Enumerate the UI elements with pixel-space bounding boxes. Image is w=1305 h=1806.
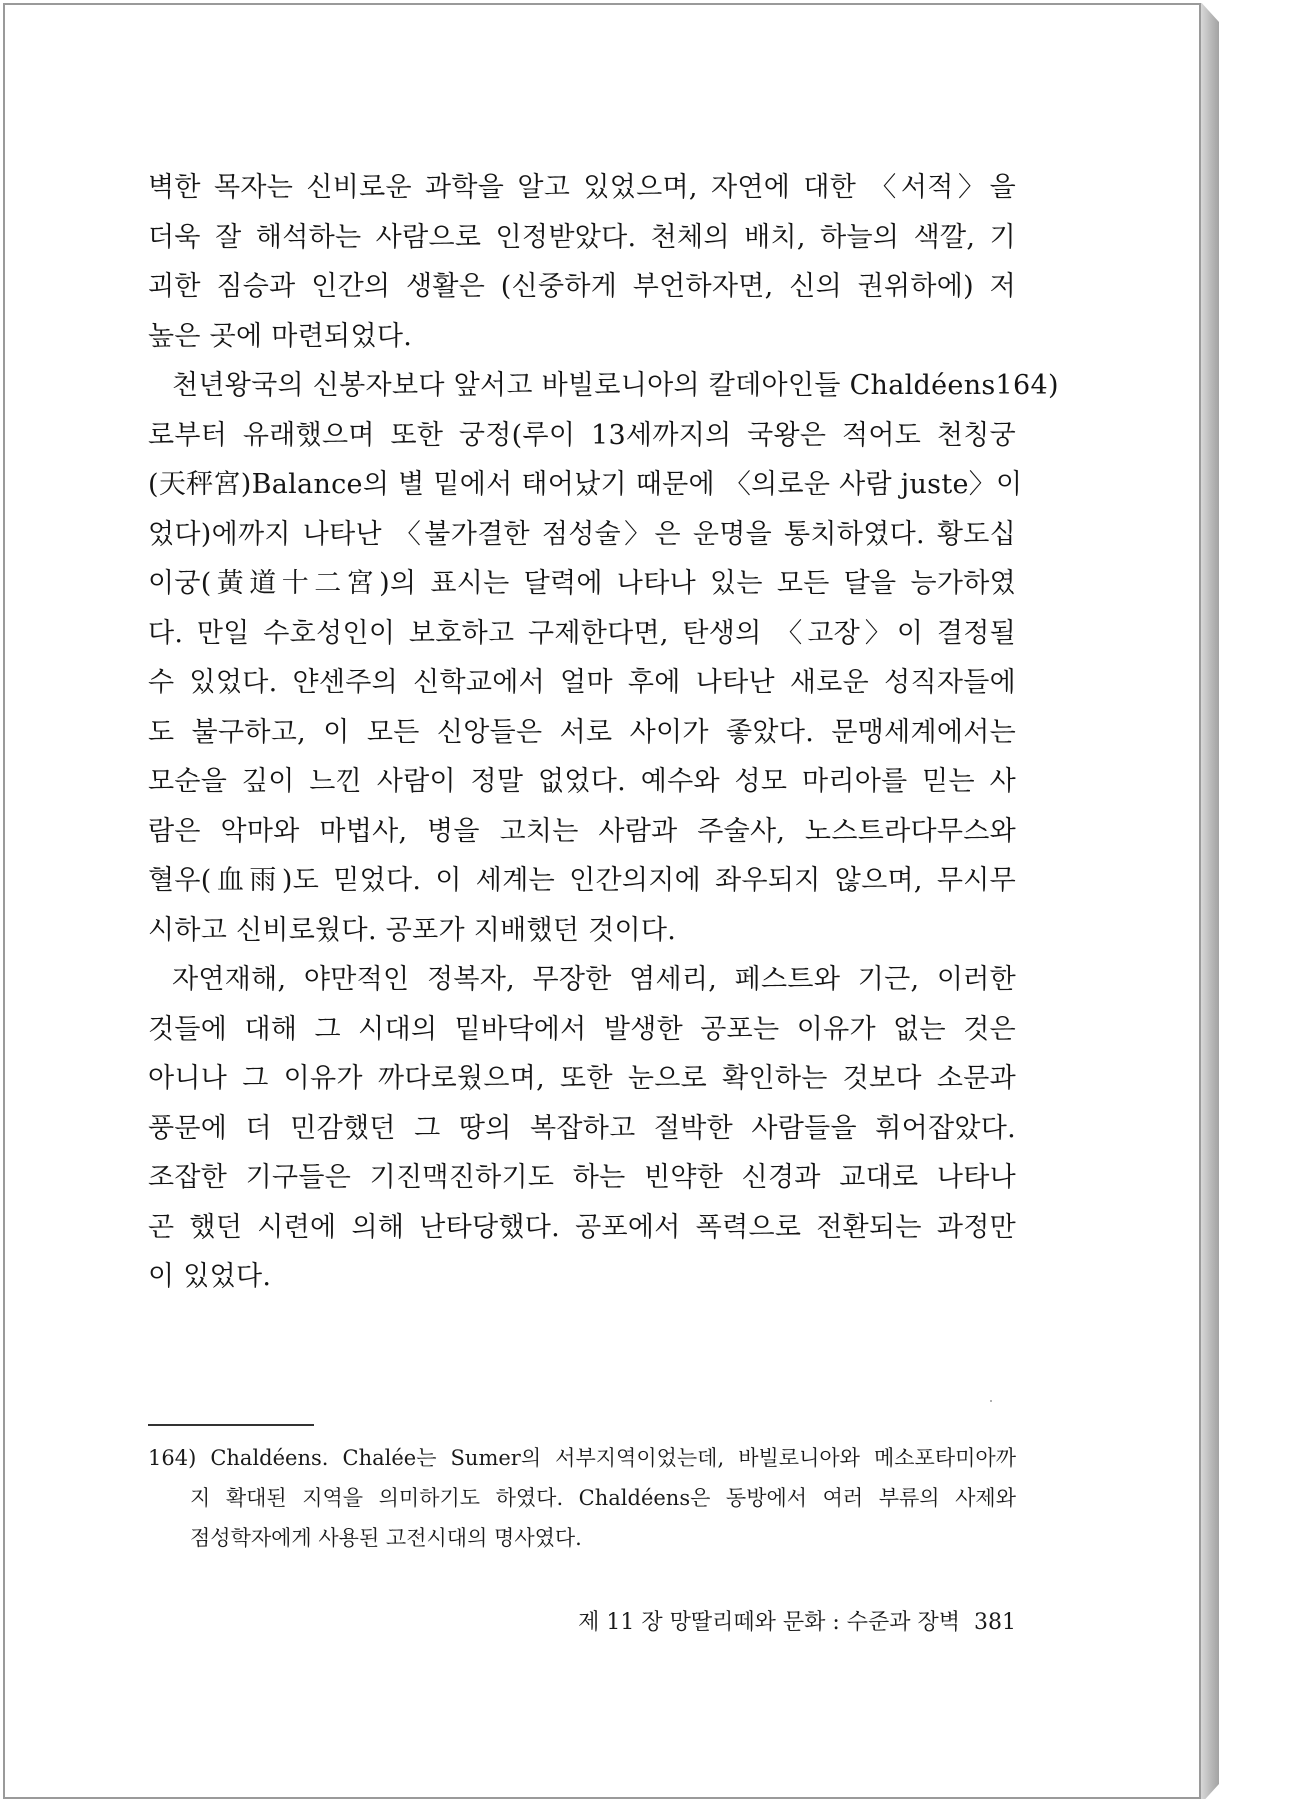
text-line: 었다)에까지 나타난 〈불가결한 점성술〉은 운명을 통치하였다. 황도십 [148, 518, 1016, 550]
body-text [148, 163, 1059, 1302]
text-line: 람은 악마와 마법사, 병을 고치는 사람과 주술사, 노스트라다무스와 [148, 815, 1016, 847]
text-line: 이 있었다. [148, 1261, 272, 1292]
text-line: 다. 만일 수호성인이 보호하고 구제한다면, 탄생의 〈고장〉이 결정될 [148, 617, 1016, 649]
page-edge-corner-bottom [1199, 1784, 1219, 1806]
footnote-line: 점성학자에게 사용된 고전시대의 명사였다. [190, 1526, 582, 1550]
text-line: 이궁(黃道十二宮)의 표시는 달력에 나타나 있는 모든 달을 능가하였 [148, 568, 1016, 599]
text-line: 아니나 그 이유가 까다로웠으며, 또한 눈으로 확인하는 것보다 소문과 [148, 1063, 1016, 1094]
footnote-line: 164) Chaldéens. Chalée는 Sumer의 서부지역이었는데, 바빌로니아와 메소포타미아까 [148, 1446, 1016, 1470]
text-line: 로부터 유래했으며 또한 궁정(루이 13세까지의 국왕은 적어도 천칭궁 [148, 419, 1016, 451]
page-edge [1201, 3, 1219, 1799]
page-edge-corner-top [1199, 0, 1219, 22]
text-line: 도 불구하고, 이 모든 신앙들은 서로 사이가 좋았다. 문맹세계에서는 [148, 716, 1016, 748]
running-footer [560, 1606, 1016, 1640]
page-number: 381 [974, 1610, 1016, 1635]
text-line: 벽한 목자는 신비로운 과학을 알고 있었으며, 자연에 대한 〈서적〉을 [148, 172, 1016, 203]
text-line: 높은 곳에 마련되었다. [148, 320, 413, 352]
text-line: (天秤宮)Balance의 별 밑에서 태어났기 때문에 〈의로운 사람 juste〉이 [148, 469, 1023, 500]
text-line: 더욱 잘 해석하는 사람으로 인정받았다. 천체의 배치, 하늘의 색깔, 기 [148, 221, 1016, 253]
text-line: 천년왕국의 신봉자보다 앞서고 바빌로니아의 칼데아인들 Chaldéens164) [172, 370, 1059, 401]
text-line: 수 있었다. 얀센주의 신학교에서 얼마 후에 나타난 새로운 성직자들에 [148, 667, 1016, 698]
text-line: 풍문에 더 민감했던 그 땅의 복잡하고 절박한 사람들을 휘어잡았다. [148, 1112, 1016, 1144]
footnote-rule [148, 1424, 314, 1426]
text-line: 것들에 대해 그 시대의 밑바닥에서 발생한 공포는 이유가 없는 것은 [148, 1013, 1016, 1045]
text-line: 곤 했던 시련에 의해 난타당했다. 공포에서 폭력으로 전환되는 과정만 [148, 1211, 1016, 1243]
text-line: 시하고 신비로웠다. 공포가 지배했던 것이다. [148, 914, 677, 946]
text-line: 괴한 짐승과 인간의 생활은 (신중하게 부언하자면, 신의 권위하에) 저 [148, 271, 1016, 302]
footnote [148, 1438, 1016, 1558]
text-line: 모순을 깊이 느낀 사람이 정말 없었다. 예수와 성모 마리아를 믿는 사 [148, 766, 1016, 797]
text-line: 혈우(血雨)도 믿었다. 이 세계는 인간의지에 좌우되지 않으며, 무시무 [148, 865, 1016, 896]
running-title: 제 11 장 망딸리떼와 문화 : 수준과 장벽 [578, 1610, 960, 1635]
text-line: 조잡한 기구들은 기진맥진하기도 하는 빈약한 신경과 교대로 나타나 [148, 1162, 1016, 1193]
scan-speck [990, 1400, 992, 1402]
text-line: 자연재해, 야만적인 정복자, 무장한 염세리, 페스트와 기근, 이러한 [172, 964, 1016, 995]
footnote-line: 지 확대된 지역을 의미하기도 하였다. Chaldéens은 동방에서 여러 부류의 사제와 [190, 1486, 1016, 1510]
